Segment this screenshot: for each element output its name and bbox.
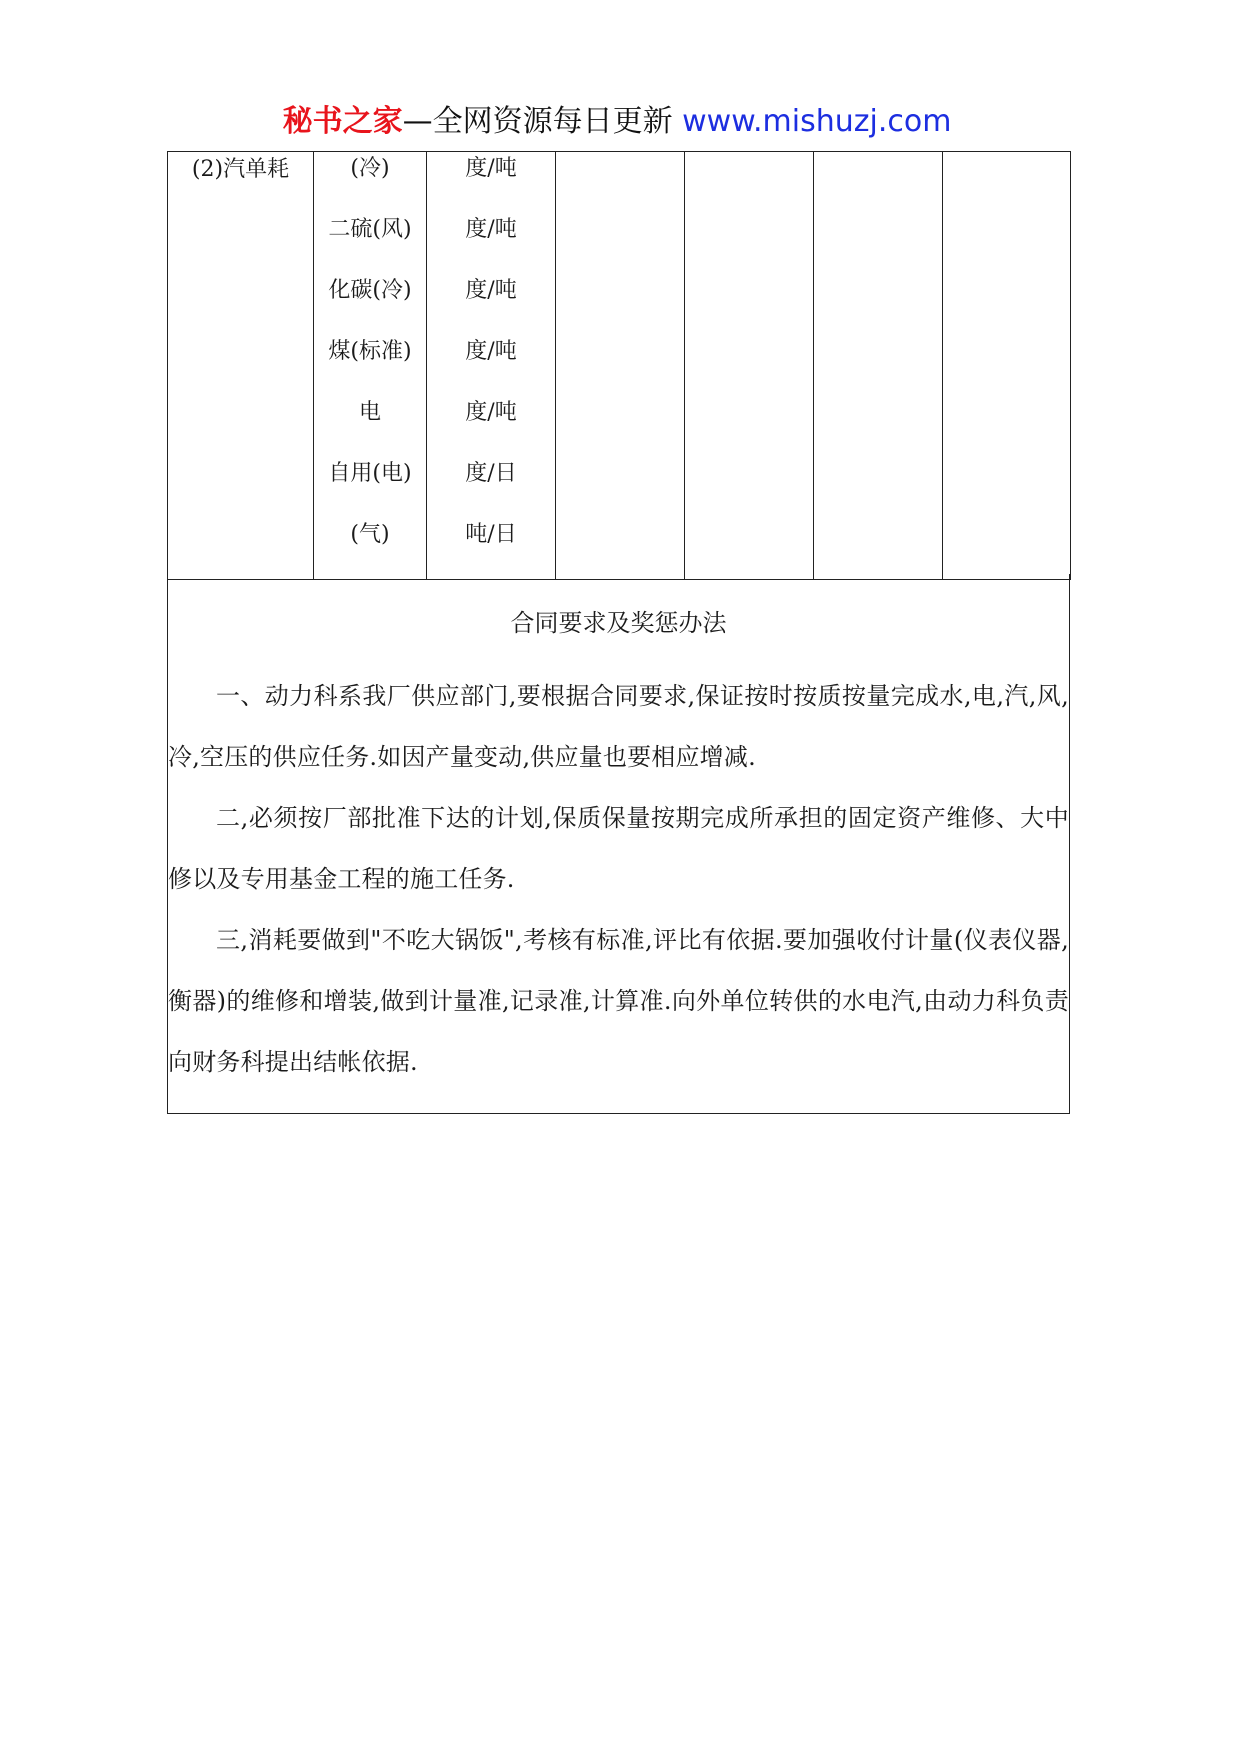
- empty-value-cell: [943, 152, 1071, 580]
- consumption-name: (冷): [350, 156, 390, 181]
- consumption-name: 化碳(冷): [328, 278, 412, 303]
- consumption-name: 自用(电): [328, 461, 412, 486]
- consumption-name: 煤(标准): [328, 339, 412, 364]
- contract-title: 合同要求及奖惩办法: [510, 609, 727, 637]
- brand-name: 秘书之家: [282, 104, 403, 139]
- consumption-name: (气): [350, 522, 390, 547]
- page-header: [0, 100, 1234, 144]
- contract-body: [168, 666, 1069, 1093]
- site-link[interactable]: www.mishuzj.com: [682, 104, 952, 139]
- consumption-name: 二硫(风): [328, 217, 412, 242]
- consumption-unit: 度/吨: [465, 339, 517, 364]
- consumption-name: 电: [358, 400, 381, 425]
- contract-paragraph: 一、动力科系我厂供应部门,要根据合同要求,保证按时按质按量完成水,电,汽,风,冷,空压的供应任务.如因产量变动,供应量也要相应增减.: [168, 682, 1069, 771]
- consumption-table: [167, 151, 1071, 580]
- table-row: [168, 152, 1071, 580]
- contract-paragraph: 三,消耗要做到"不吃大锅饭",考核有标准,评比有依据.要加强收付计量(仪表仪器,衡器)的维修和增装,做到计量准,记录准,计算准.向外单位转供的水电汽,由动力科负责向财务科提出结帐依据.: [168, 926, 1069, 1076]
- empty-value-cell: [685, 152, 814, 580]
- empty-value-cell: [814, 152, 943, 580]
- header-slogan: —全网资源每日更新: [402, 104, 683, 139]
- consumption-unit: 度/吨: [465, 278, 517, 303]
- item-label-cell: [168, 152, 314, 580]
- consumption-unit: 度/日: [465, 461, 517, 486]
- names-cell: [314, 152, 427, 580]
- consumption-unit: 吨/日: [465, 522, 517, 547]
- empty-value-cell: [556, 152, 685, 580]
- units-cell: [427, 152, 556, 580]
- consumption-unit: 度/吨: [465, 400, 517, 425]
- item-label: (2)汽单耗: [191, 157, 290, 182]
- contract-section: [167, 574, 1070, 1114]
- consumption-unit: 度/吨: [465, 156, 517, 181]
- consumption-unit: 度/吨: [465, 217, 517, 242]
- contract-paragraph: 二,必须按厂部批准下达的计划,保质保量按期完成所承担的固定资产维修、大中修以及专用基金工程的施工任务.: [168, 804, 1069, 893]
